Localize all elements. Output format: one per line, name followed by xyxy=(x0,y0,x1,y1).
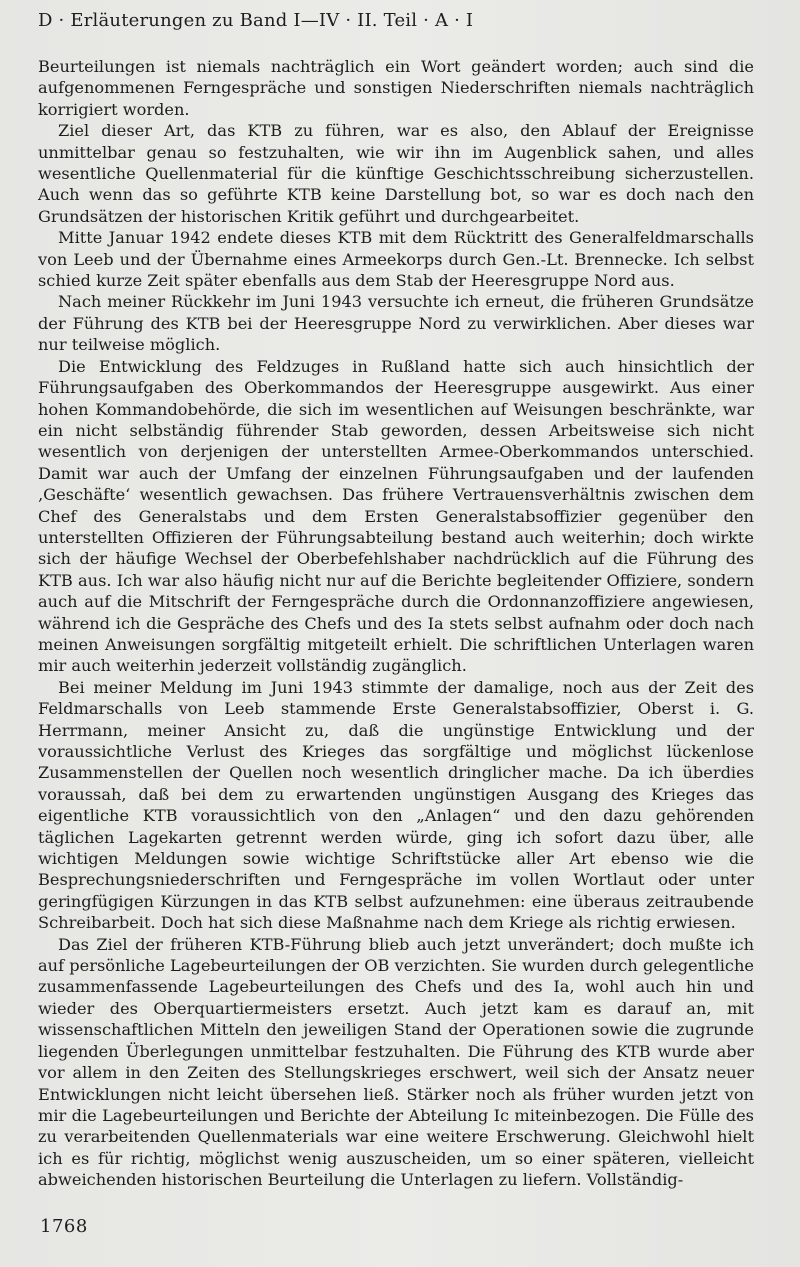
paragraph: Mitte Januar 1942 endete dieses KTB mit dem Rücktritt des Generalfeldmarschalls von Leeb und der Übernahme eines Armeekorps durch Gen.-Lt. Brennecke. Ich selbst schied kurze Zeit später ebenfalls aus dem Stab der Heeresgruppe Nord aus. xyxy=(38,228,754,291)
paragraph: Nach meiner Rückkehr im Juni 1943 versuchte ich erneut, die früheren Grundsätze der Führung des KTB bei der Heeresgruppe Nord zu verwirklichen. Aber dieses war nur teilweise möglich. xyxy=(38,292,754,355)
paragraph: Ziel dieser Art, das KTB zu führen, war es also, den Ablauf der Ereignisse unmittelbar genau so festzuhalten, wie wir ihn im Augenblick sahen, und alles wesentliche Quellenmaterial für die künftige Geschichtsschreibung sicherzustellen. Auch wenn das so geführte KTB keine Darstellung bot, so war es doch nach den Grundsätzen der historischen Kritik geführt und durchgearbeitet. xyxy=(38,121,754,226)
body-text xyxy=(38,56,754,1191)
paragraph-continuation: Beurteilungen ist niemals nachträglich ein Wort geändert worden; auch sind die aufgenommenen Ferngespräche und sonstigen Niederschriften niemals nachträglich korrigiert worden. xyxy=(38,57,754,119)
paragraph: Das Ziel der früheren KTB-Führung blieb auch jetzt unverändert; doch mußte ich auf persönliche Lagebeurteilungen der OB verzichten. Sie wurden durch gelegentliche zusammenfassende Lagebeurteilungen des Chefs und des Ia, wohl auch hin und wieder des Oberquartiermeisters ersetzt. Auch jetzt kam es darauf an, mit wissenschaftlichen Mitteln den jeweiligen Stand der Operationen sowie die zugrunde liegenden Überlegungen unmittelbar festzuhalten. Die Führung des KTB wurde aber vor allem in den Zeiten des Stellungskrieges erschwert, weil sich der Ansatz neuer Entwicklungen nicht leicht übersehen ließ. Stärker noch als früher wurden jetzt von mir die Lagebeurteilungen und Berichte der Abteilung Ic miteinbezogen. Die Fülle des zu verarbeitenden Quellenmaterials war eine weitere Erschwerung. Gleichwohl hielt ich es für richtig, möglichst wenig auszuscheiden, um so einer späteren, vielleicht abweichenden historischen Beurteilung die Unterlagen zu liefern. Vollständig- xyxy=(38,934,754,1190)
paragraph: Die Entwicklung des Feldzuges in Rußland hatte sich auch hinsichtlich der Führungsaufgaben des Oberkommandos der Heeresgruppe ausgewirkt. Aus einer hohen Kommandobehörde, die sich im wesentlichen auf Weisungen beschränkte, war ein nicht selbständig führender Stab geworden, dessen Arbeitsweise sich nicht wesentlich von derjenigen der unterstellten Armee-Oberkommandos unterschied. Damit war auch der Umfang der einzelnen Führungsaufgaben und der laufenden ‚Geschäfte‘ wesentlich gewachsen. Das frühere Vertrauensverhältnis zwischen dem Chef des Generalstabs und dem Ersten Generalstabsoffizier gegenüber den unterstellten Offizieren der Führungsabteilung bestand auch weiterhin; doch wirkte sich der häufige Wechsel der Oberbefehlshaber nachdrücklich auf die Führung des KTB aus. Ich war also häufig nicht nur auf die Berichte begleitender Offiziere, sondern auch auf die Mitschrift der Ferngespräche durch die Ordonnanzoffiziere angewiesen, während ich die Gespräche des Chefs und des Ia stets selbst aufnahm oder doch nach meinen Anweisungen sorgfältig mitgeteilt erhielt. Die schriftlichen Unterlagen waren mir auch weiterhin jederzeit vollständig zugänglich. xyxy=(38,356,754,676)
paragraph: Bei meiner Meldung im Juni 1943 stimmte der damalige, noch aus der Zeit des Feldmarschalls von Leeb stammende Erste Generalstabsoffizier, Oberst i. G. Herrmann, meiner Ansicht zu, daß die ungünstige Entwicklung und der voraussichtliche Verlust des Krieges das sorgfältige und möglichst lückenlose Zusammenstellen der Quellen noch wesentlich dringlicher mache. Da ich überdies voraussah, daß bei dem zu erwartenden ungünstigen Ausgang des Krieges das eigentliche KTB voraussichtlich von den „Anlagen“ und den dazu gehörenden täglichen Lagekarten getrennt werden würde, ging ich sofort dazu über, alle wichtigen Meldungen sowie wichtige Schriftstücke aller Art ebenso wie die Besprechungsniederschriften und Ferngespräche im vollen Wortlaut oder unter geringfügigen Kürzungen in das KTB selbst aufzunehmen: eine überaus zeitraubende Schreibarbeit. Doch hat sich diese Maßnahme nach dem Kriege als richtig erwiesen. xyxy=(38,677,754,933)
running-head: D · Erläuterungen zu Band I—IV · II. Teil · A · I xyxy=(38,10,474,31)
page-number: 1768 xyxy=(40,1216,88,1237)
